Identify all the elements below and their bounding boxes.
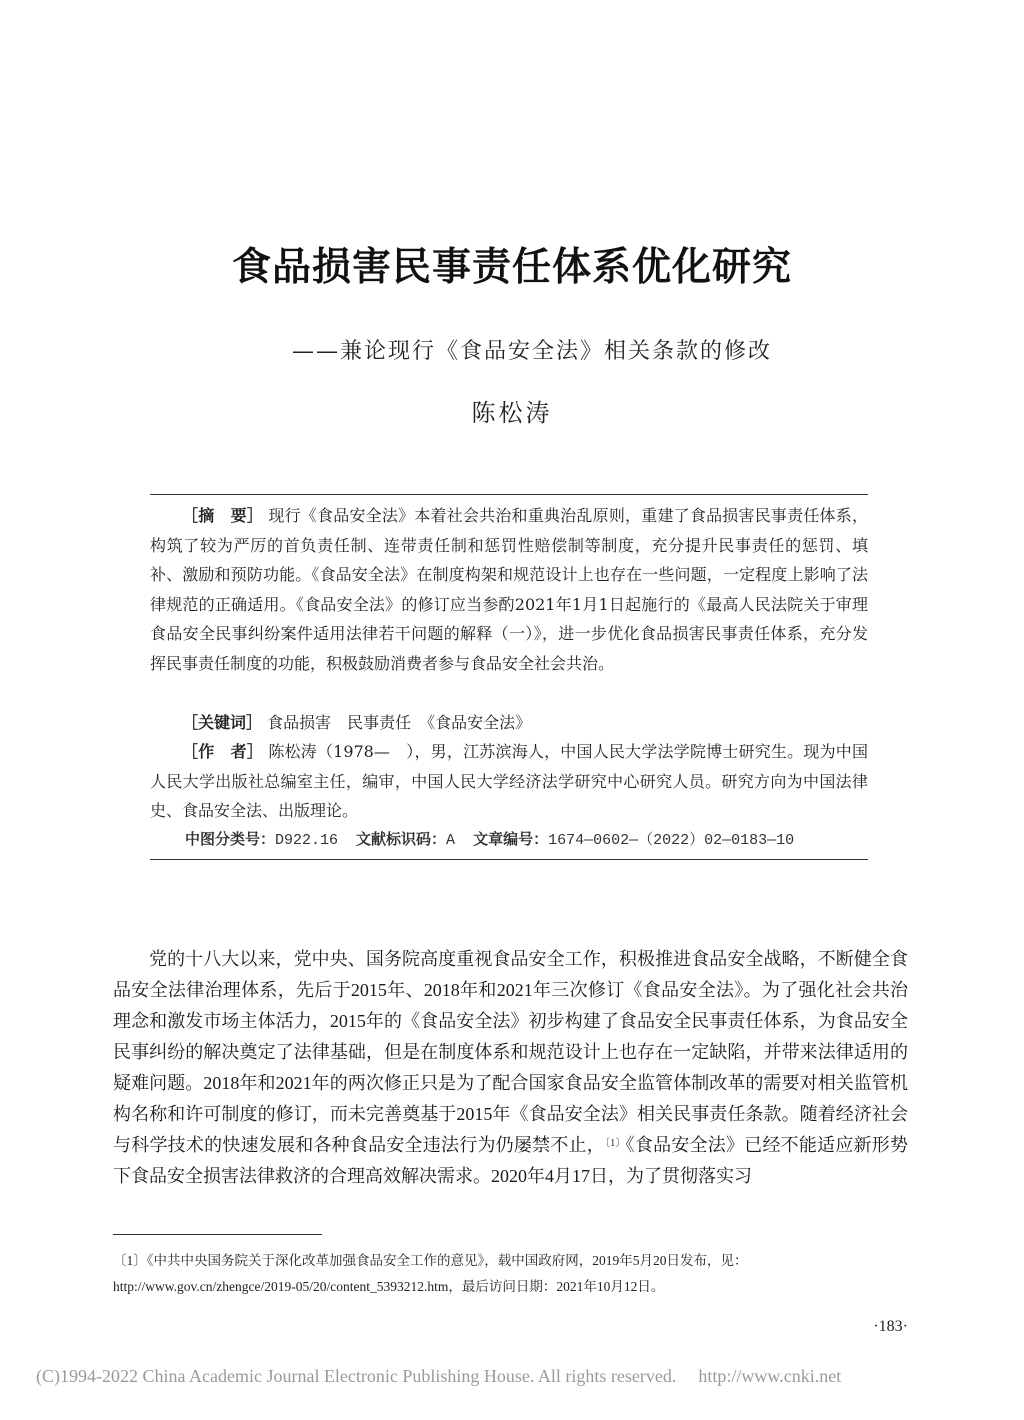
body-paragraph — [113, 944, 908, 1192]
copyright-url: http://www.cnki.net — [698, 1366, 842, 1386]
doc-code-label: 文献标识码： — [356, 830, 447, 848]
copyright-text: (C)1994-2022 China Academic Journal Electronic Publishing House. All rights reserved. — [36, 1366, 677, 1386]
clc-value: D922.16 — [275, 832, 339, 849]
article-author: 陈松涛 — [471, 399, 553, 427]
classification-line — [185, 828, 812, 849]
keywords-label: ［关键词］ — [182, 713, 263, 732]
article-title: 食品损害民事责任体系优化研究 — [231, 245, 792, 290]
footnote-ref: 〔1〕 — [605, 1138, 626, 1149]
abstract-label: ［摘 要］ — [182, 506, 264, 525]
clc-label: 中图分类号： — [185, 830, 276, 848]
body-text-part-2: 《食品安全法》已经不能适应新形势下食品安全损害法律救济的合理高效解决需求。2020年4月17日，为了贯彻落实习 — [113, 1135, 909, 1186]
keywords-text: 食品损害 民事责任 《食品安全法》 — [267, 713, 532, 732]
author-info-label: ［作 者］ — [182, 742, 264, 761]
footnote-divider — [113, 1234, 322, 1235]
body-text-part-1: 党的十八大以来，党中央、国务院高度重视食品安全工作，积极推进食品安全战略，不断健全食品安全法律治理体系，先后于2015年、2018年和2021年三次修订《食品安全法》。为了强化社会共治理念和激发市场主体活力，2015年的《食品安全法》初步构建了食品安全民事责任体系，为食品安全民事纠纷的解决奠定了法律基础，但是在制度体系和规范设计上也存在一定缺陷，并带来法律适用的疑难问题。2018年和2021年的两次修正只是为了配合国家食品安全监管体制改革的需要对相关监管机构名称和许可制度的修订，而未完善奠基于2015年《食品安全法》相关民事责任条款。随着经济社会与科学技术的快速发展和各种食品安全违法行为仍屡禁不止， — [113, 949, 908, 1155]
doc-code-value: A — [446, 832, 456, 849]
copyright-footer — [36, 1366, 841, 1387]
keywords-paragraph — [150, 708, 868, 738]
article-number-value: 1674—0602—（2022）02—0183—10 — [548, 832, 795, 849]
abstract-box — [150, 494, 868, 860]
article-subtitle: ——兼论现行《食品安全法》相关条款的修改 — [291, 339, 772, 364]
footnote: 〔1〕《中共中央国务院关于深化改革加强食品安全工作的意见》，载中国政府网，2019年5月20日发布，见：http://www.gov.cn/zhengce/2019-05/20/content_5393212.htm，最后访问日期：2021年10月12日。 — [113, 1253, 748, 1294]
abstract-paragraph — [150, 501, 868, 678]
author-info-paragraph — [150, 737, 868, 826]
abstract-text: 现行《食品安全法》本着社会共治和重典治乱原则，重建了食品损害民事责任体系，构筑了较为严厉的首负责任制、连带责任制和惩罚性赔偿制等制度，充分提升民事责任的惩罚、填补、激励和预防功能。《食品安全法》在制度构架和规范设计上也存在一些问题，一定程度上影响了法律规范的正确适用。《食品安全法》的修订应当参酌2021年1月1日起施行的《最高人民法院关于审理食品安全民事纠纷案件适用法律若干问题的解释（一）》，进一步优化食品损害民事责任体系，充分发挥民事责任制度的功能，积极鼓励消费者参与食品安全社会共治。 — [150, 506, 868, 673]
author-info-text: 陈松涛（1978— ），男，江苏滨海人，中国人民大学法学院博士研究生。现为中国人民大学出版社总编室主任，编审，中国人民大学经济法学研究中心研究人员。研究方向为中国法律史、食品安全法、出版理论。 — [150, 742, 868, 820]
article-number-label: 文章编号： — [473, 830, 549, 848]
page-number: ·183· — [873, 1318, 908, 1335]
